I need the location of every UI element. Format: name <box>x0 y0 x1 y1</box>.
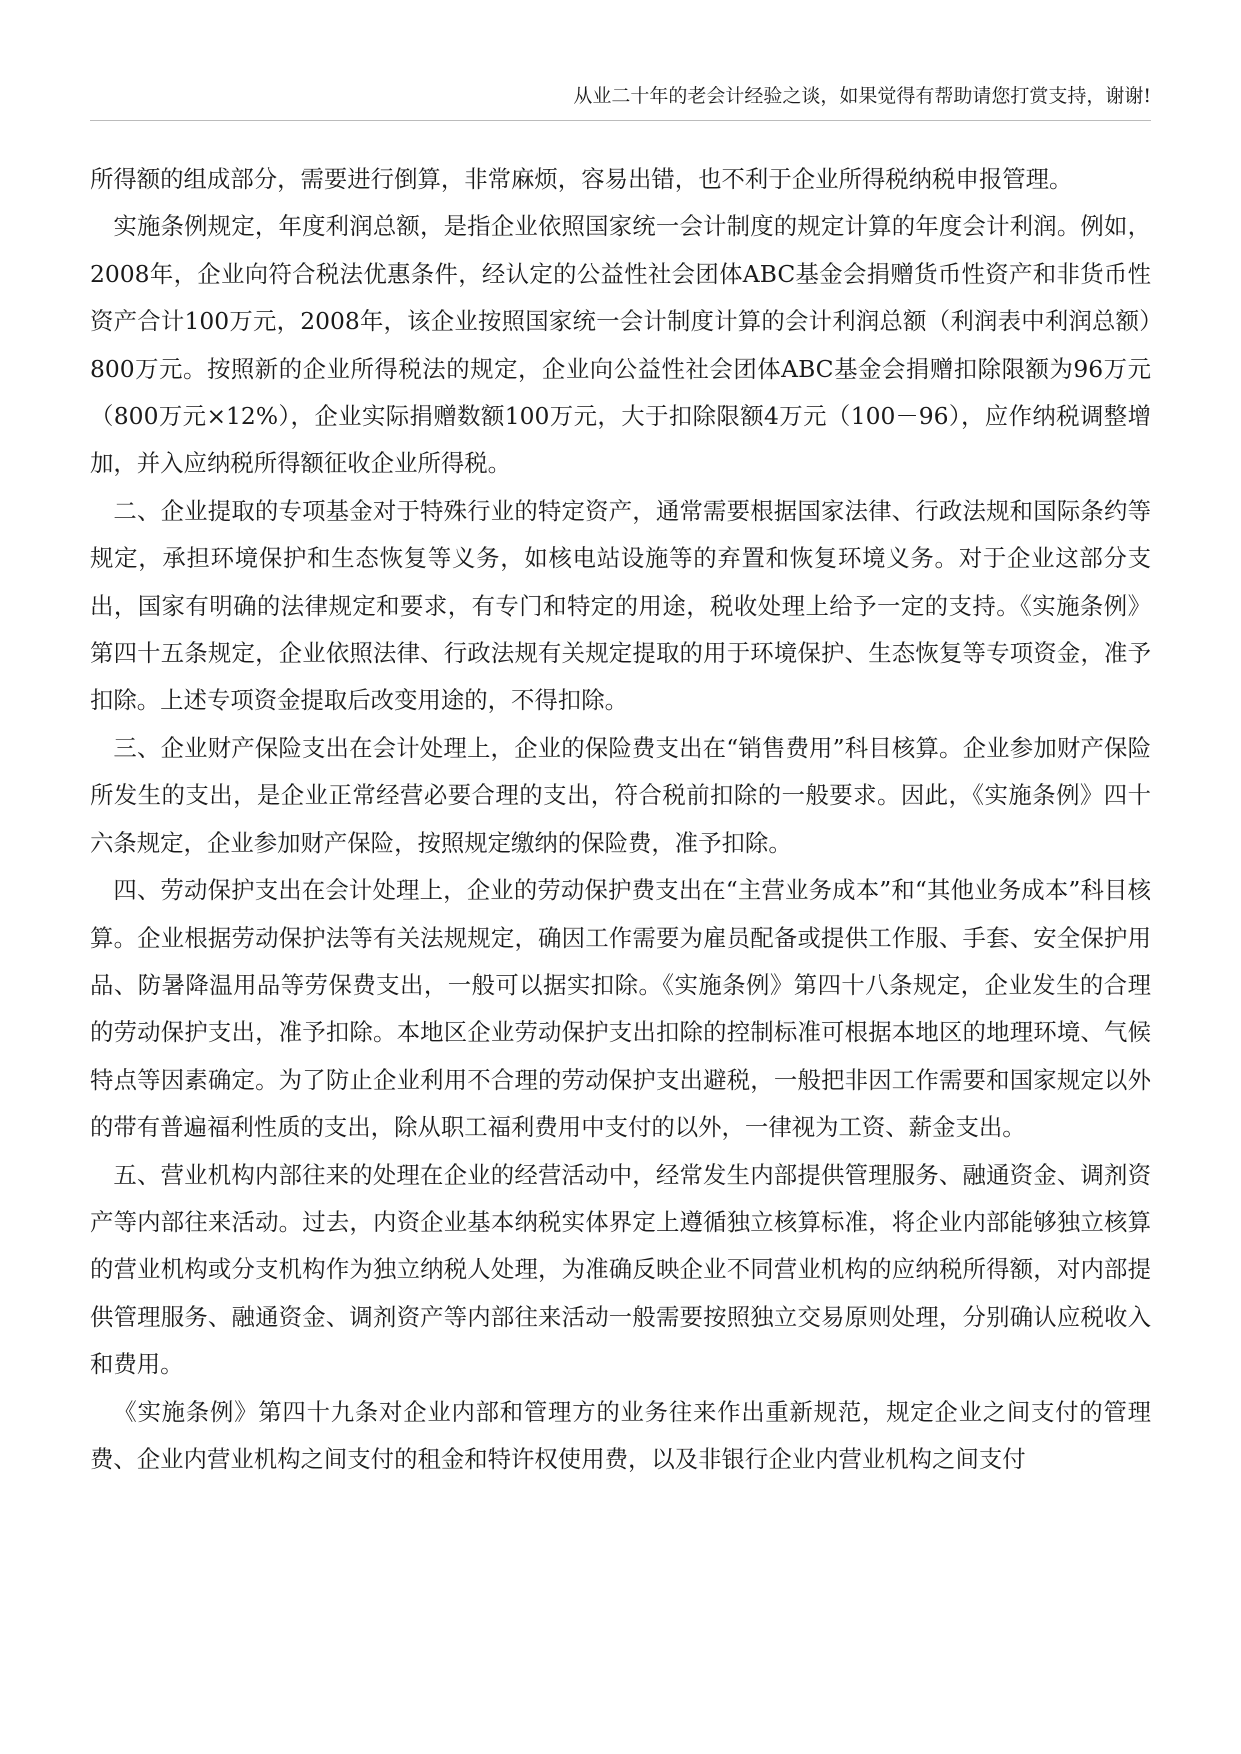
header-divider <box>90 120 1151 121</box>
paragraph-property-insurance: 三、企业财产保险支出在会计处理上，企业的保险费支出在“销售费用”科目核算。企业参加财产保险所发生的支出，是企业正常经营必要合理的支出，符合税前扣除的一般要求。因此，《实施条例》四十六条规定，企业参加财产保险，按照规定缴纳的保险费，准予扣除。 <box>90 733 1151 857</box>
page-header: 从业二十年的老会计经验之谈，如果觉得有帮助请您打赏支持，谢谢! <box>573 85 1151 107</box>
paragraph-profit-example: 实施条例规定，年度利润总额，是指企业依照国家统一会计制度的规定计算的年度会计利润。例如，2008年，企业向符合税法优惠条件，经认定的公益性社会团体ABC基金会捐赠货币性资产和非货币性资产合计100万元，2008年，该企业按照国家统一会计制度计算的会计利润总额（利润表中利润总额）800万元。按照新的企业所得税法的规定，企业向公益性社会团体ABC基金会捐赠扣除限额为96万元（800万元×12%），企业实际捐赠数额100万元，大于扣除限额4万元（100－96），应作纳税调整增加，并入应纳税所得额征收企业所得税。 <box>90 212 1151 478</box>
document-body <box>90 156 1151 1483</box>
paragraph-internal-transactions: 五、营业机构内部往来的处理在企业的经营活动中，经常发生内部提供管理服务、融通资金、调剂资产等内部往来活动。过去，内资企业基本纳税实体界定上遵循独立核算标准，将企业内部能够独立核算的营业机构或分支机构作为独立纳税人处理，为准确反映企业不同营业机构的应纳税所得额，对内部提供管理服务、融通资金、调剂资产等内部往来活动一般需要按照独立交易原则处理，分别确认应税收入和费用。 <box>90 1160 1151 1379</box>
paragraph-article-49: 《实施条例》第四十九条对企业内部和管理方的业务往来作出重新规范，规定企业之间支付的管理费、企业内营业机构之间支付的租金和特许权使用费，以及非银行企业内营业机构之间支付 <box>90 1397 1151 1473</box>
paragraph-continuation: 所得额的组成部分，需要进行倒算，非常麻烦，容易出错，也不利于企业所得税纳税申报管理。 <box>90 165 1073 193</box>
paragraph-special-fund: 二、企业提取的专项基金对于特殊行业的特定资产，通常需要根据国家法律、行政法规和国际条约等规定，承担环境保护和生态恢复等义务，如核电站设施等的弃置和恢复环境义务。对于企业这部分支出，国家有明确的法律规定和要求，有专门和特定的用途，税收处理上给予一定的支持。《实施条例》第四十五条规定，企业依照法律、行政法规有关规定提取的用于环境保护、生态恢复等专项资金，准予扣除。上述专项资金提取后改变用途的，不得扣除。 <box>90 496 1151 715</box>
paragraph-labor-protection: 四、劳动保护支出在会计处理上，企业的劳动保护费支出在“主营业务成本”和“其他业务成本”科目核算。企业根据劳动保护法等有关法规规定，确因工作需要为雇员配备或提供工作服、手套、安全保护用品、防暑降温用品等劳保费支出，一般可以据实扣除。《实施条例》第四十八条规定，企业发生的合理的劳动保护支出，准予扣除。本地区企业劳动保护支出扣除的控制标准可根据本地区的地理环境、气候特点等因素确定。为了防止企业利用不合理的劳动保护支出避税，一般把非因工作需要和国家规定以外的带有普遍福利性质的支出，除从职工福利费用中支付的以外，一律视为工资、薪金支出。 <box>90 876 1152 1142</box>
